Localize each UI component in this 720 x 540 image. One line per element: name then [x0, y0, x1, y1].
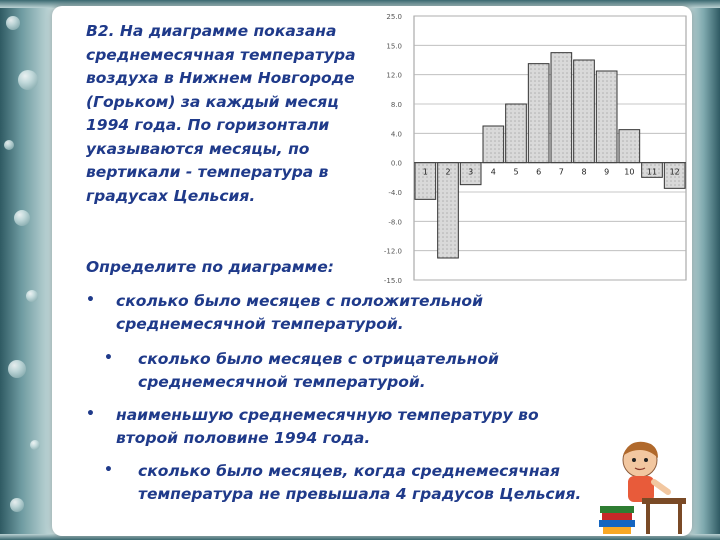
y-tick-label: -4.0: [388, 189, 402, 197]
bar-month-6: [528, 64, 549, 163]
bullet-1: •: [86, 292, 95, 308]
question-2: сколько было месяцев с отрицательной среднемесячной температурой.: [138, 350, 499, 391]
water-drop-decoration: [26, 290, 38, 302]
x-tick-label: 3: [468, 167, 474, 177]
book: [600, 506, 634, 513]
y-tick-label: 12.0: [386, 71, 402, 80]
bar-month-9: [596, 71, 617, 163]
x-tick-label: 6: [536, 167, 542, 177]
y-tick-label: 25.0: [386, 13, 402, 21]
y-tick-label: 15.0: [386, 42, 402, 51]
book: [603, 527, 631, 534]
water-drop-decoration: [10, 498, 24, 512]
x-tick-label: 8: [581, 167, 587, 177]
student-illustration: [596, 436, 688, 536]
y-tick-label: 4.0: [390, 130, 402, 139]
bar-month-2: [438, 163, 459, 258]
student-eye: [632, 458, 636, 462]
task-text: На диаграмме показана среднемесячная температура воздуха в Нижнем Новгороде (Горьком) за каждый месяц 1994 года. По горизонтали указываются месяцы, по вертикали - температура в градусах Цельсия.: [86, 22, 356, 205]
instructions-heading: Определите по диаграмме:: [86, 258, 334, 276]
bar-month-8: [574, 60, 595, 163]
water-drop-decoration: [6, 16, 20, 30]
bar-month-7: [551, 53, 572, 163]
y-tick-label: 8.0: [390, 101, 402, 109]
book: [602, 513, 632, 520]
y-tick-label: -8.0: [388, 218, 402, 227]
desk: [642, 498, 686, 504]
bar-month-10: [619, 130, 640, 163]
book: [599, 520, 635, 527]
water-drop-decoration: [4, 140, 14, 150]
question-4: сколько было месяцев, когда среднемесячная температура не превышала 4 градусов Цельсия.: [138, 462, 582, 503]
x-tick-label: 2: [445, 167, 451, 177]
water-drop-decoration: [18, 70, 38, 90]
x-tick-label: 1: [422, 167, 428, 177]
water-drop-decoration: [8, 360, 26, 378]
water-drop-decoration: [14, 210, 30, 226]
bar-month-4: [483, 126, 504, 163]
y-tick-label: 0.0: [390, 159, 402, 168]
task-statement: [86, 20, 376, 208]
task-label: B2.: [86, 22, 115, 40]
x-tick-label: 5: [513, 167, 519, 177]
temperature-bar-chart: [378, 12, 690, 284]
bullet-4: •: [104, 462, 113, 478]
bar-month-5: [506, 104, 527, 163]
desk-leg: [678, 504, 682, 534]
student-arm: [654, 482, 668, 492]
x-tick-label: 11: [646, 167, 658, 177]
x-tick-label: 7: [558, 167, 564, 177]
bullet-3: •: [86, 406, 95, 422]
question-3: наименьшую среднемесячную температуру во второй половине 1994 года.: [116, 406, 539, 447]
y-tick-label: -12.0: [383, 247, 402, 256]
desk-leg: [646, 504, 650, 534]
y-tick-label: -15.0: [383, 277, 402, 284]
student-eye: [644, 458, 648, 462]
x-tick-label: 9: [604, 167, 610, 177]
x-tick-label: 4: [490, 167, 496, 177]
water-drop-decoration: [30, 440, 40, 450]
question-1: сколько было месяцев с положительной среднемесячной температурой.: [116, 292, 483, 333]
x-tick-label: 12: [669, 167, 680, 177]
bullet-2: •: [104, 350, 113, 366]
x-tick-label: 10: [624, 167, 635, 177]
